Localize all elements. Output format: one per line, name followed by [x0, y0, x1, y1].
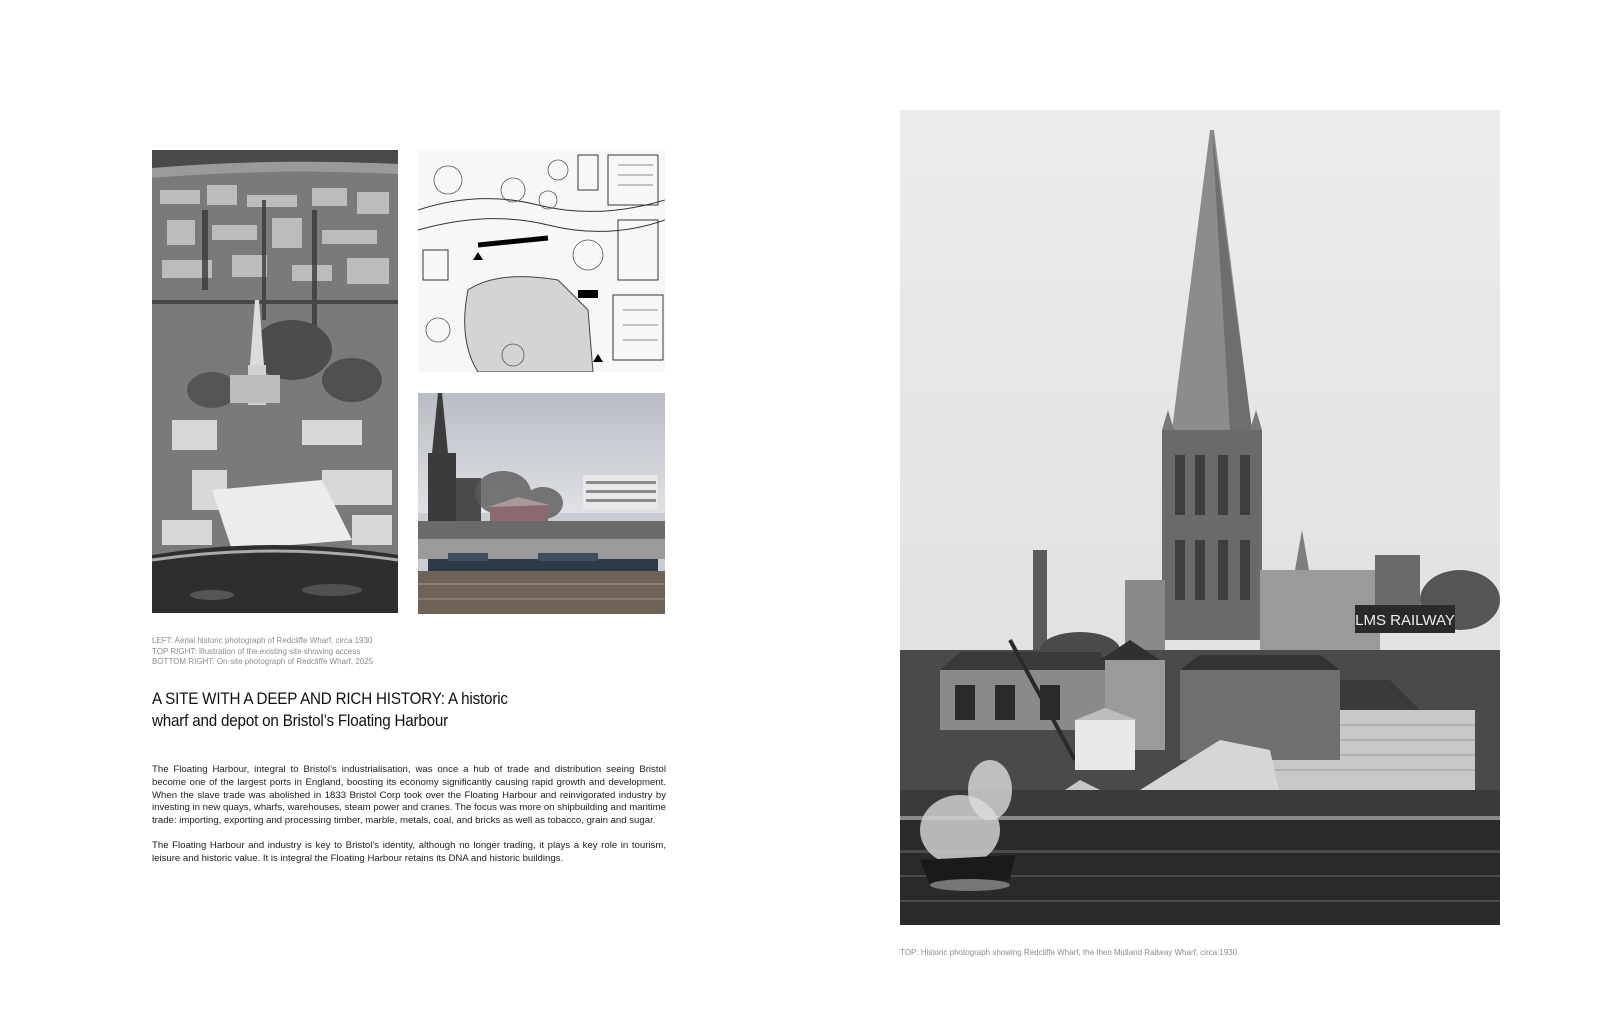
image-captions	[152, 636, 532, 668]
section-heading: A SITE WITH A DEEP AND RICH HISTORY: A historic wharf and depot on Bristol’s Floating Harbour	[152, 690, 508, 730]
railway-sign: LMS RAILWAY	[1355, 612, 1455, 629]
body-paragraph-1: The Floating Harbour, integral to Bristol’s industrialisation, was once a hub of trade and distribution seeing Bristol become one of the largest ports in England, boosting its economy significantly causing rapid growth and development. When the slave trade was abolished in 1833 Bristol Corp took over the Floating Harbour and reinvigorated industry by investing in new quays, wharfs, warehouses, steam power and cranes. The focus was more on shipbuilding and maritime trade: importing, exporting and processing timber, marble, metals, coal, and bricks as well as tobacco, grain and sugar.	[152, 764, 666, 827]
aerial-historic-photo	[152, 150, 398, 613]
hero-caption: TOP: Historic photograph showing Redcliffe Wharf, the then Midland Railway Wharf, circa 1930.	[900, 948, 1240, 957]
caption-top-right: TOP RIGHT: Illustration of the existing site showing access	[152, 646, 361, 656]
site-photo-2025	[418, 393, 665, 614]
caption-bottom-right: BOTTOM RIGHT: On-site photograph of Redcliffe Wharf, 2025	[152, 657, 374, 666]
body-paragraph-2: The Floating Harbour and industry is key to Bristol’s identity, although no longer trading, it plays a key role in tourism, leisure and historic value. It is integral the Floating Harbour retains its DNA and historic buildings.	[152, 840, 666, 865]
historic-wharf-photo	[900, 110, 1500, 925]
site-plan-illustration	[418, 150, 665, 372]
caption-left: LEFT: Aerial historic photograph of Redcliffe Wharf, circa 1930	[152, 636, 373, 645]
body-text	[152, 764, 666, 879]
